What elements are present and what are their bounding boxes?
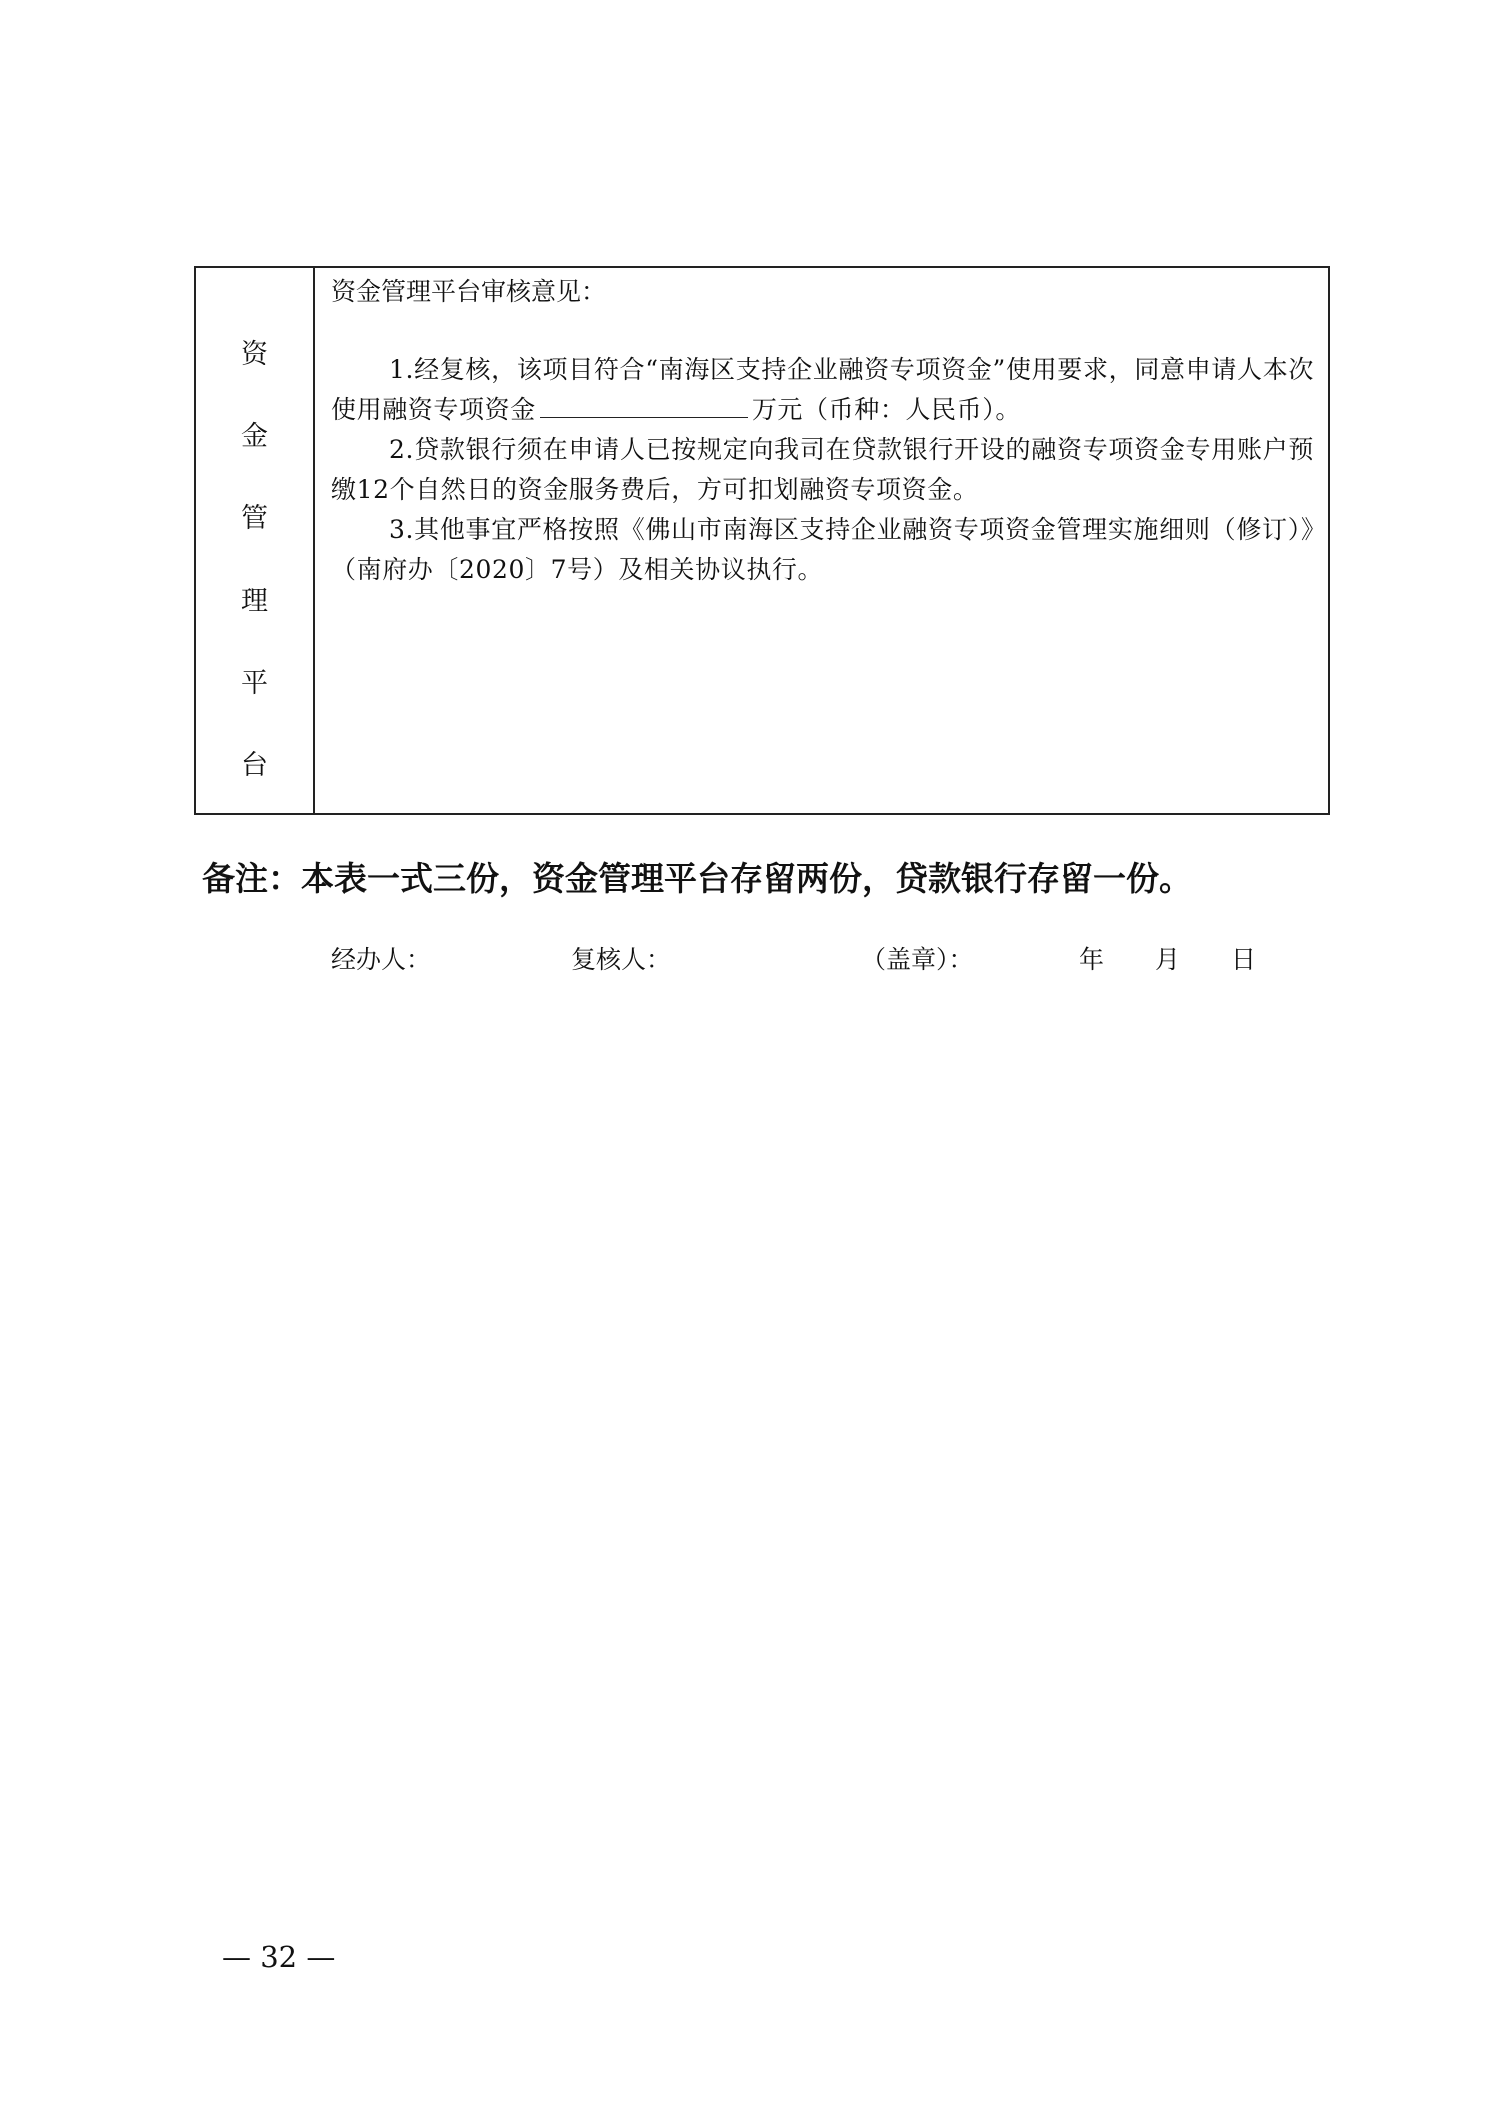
- month-label: 月: [1155, 945, 1181, 974]
- seal-label: （盖章）：: [861, 945, 974, 974]
- opinion-item-1: [331, 350, 1314, 430]
- handler-label: 经办人：: [331, 945, 432, 974]
- side-label-column: [196, 268, 315, 813]
- review-opinion-heading: 资金管理平台审核意见：: [331, 277, 607, 306]
- amount-blank-line[interactable]: [540, 391, 748, 418]
- side-label-char: 资: [241, 339, 268, 370]
- opinion-item-1-unit: 万元（币种：人民币）。: [751, 395, 1021, 424]
- opinion-item-2: 2.贷款银行须在申请人已按规定向我司在贷款银行开设的融资专项资金专用账户预缴12个自然日的资金服务费后，方可扣划融资专项资金。: [331, 435, 1314, 504]
- year-label: 年: [1079, 945, 1105, 974]
- form-note: 备注：本表一式三份，资金管理平台存留两份，贷款银行存留一份。: [202, 859, 1192, 898]
- side-label-char: 台: [241, 749, 268, 781]
- side-label-char: 理: [241, 585, 268, 617]
- side-label-char: 管: [241, 503, 268, 535]
- review-opinion-body: [331, 350, 1314, 590]
- opinion-item-1-text: 1.经复核，该项目符合“南海区支持企业融资专项资金”使用要求，同意申请人本次使用融资专项资金: [331, 355, 1314, 424]
- opinion-item-3: 3.其他事宜严格按照《佛山市南海区支持企业融资专项资金管理实施细则（修订）》（南府办〔2020〕7号）及相关协议执行。: [331, 515, 1314, 584]
- reviewer-label: 复核人：: [571, 945, 672, 974]
- side-label-char: 金: [241, 421, 268, 453]
- side-label-char: 平: [241, 667, 268, 699]
- page-number: — 32 —: [222, 1940, 336, 1974]
- day-label: 日: [1231, 945, 1257, 974]
